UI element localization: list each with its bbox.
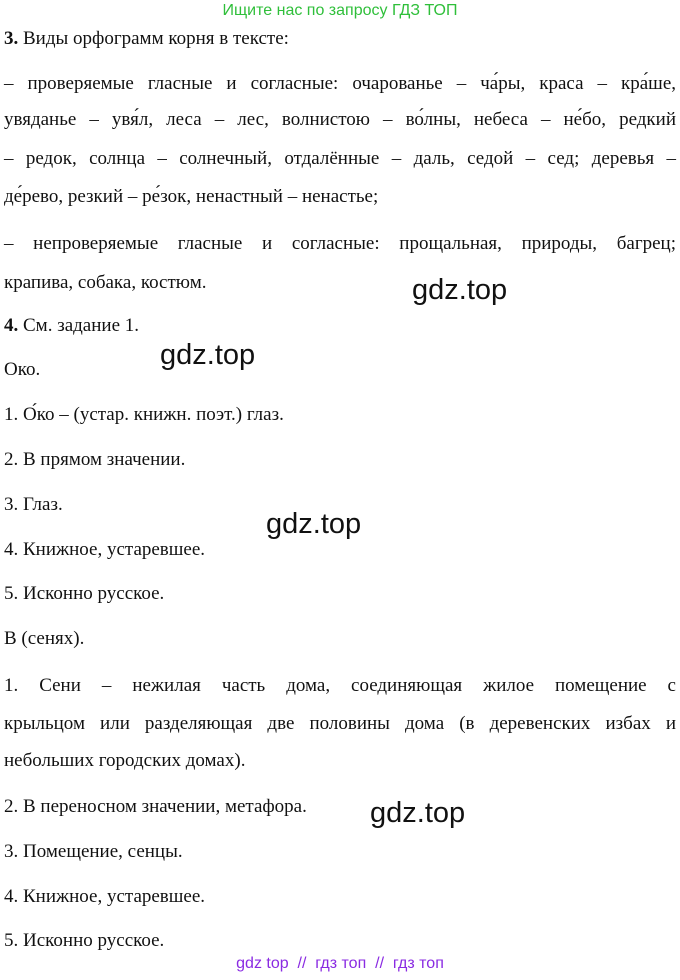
watermark-1: gdz.top	[412, 274, 508, 306]
seni-item-1-line-1: 1. Сени – нежилая часть дома, соединяющая жилое помещение с	[4, 675, 676, 696]
watermark-4: gdz.top	[370, 797, 466, 829]
oko-item-2: 2. В прямом значении.	[4, 449, 186, 470]
seni-item-1-line-3: небольших городских домах).	[4, 750, 246, 771]
task3-line-5: – непроверяемые гласные и согласные: прощальная, природы, багрец;	[4, 233, 676, 254]
top-banner[interactable]: Ищите нас по запросу ГДЗ ТОП	[222, 2, 458, 19]
word-oko: Око.	[4, 359, 41, 380]
task3-heading	[4, 27, 289, 51]
footer-text[interactable]: gdz top // гдз топ // гдз топ	[236, 955, 444, 972]
oko-item-1: 1. О́ко – (устар. книжн. поэт.) глаз.	[4, 404, 284, 425]
seni-item-5: 5. Исконно русское.	[4, 930, 165, 951]
task3-line-1: – проверяемые гласные и согласные: очарованье – ча́ры, краса – кра́ше,	[4, 73, 676, 94]
task3-number: 3.	[4, 28, 19, 49]
task3-line-6: крапива, собака, костюм.	[4, 272, 207, 293]
seni-item-3: 3. Помещение, сенцы.	[4, 841, 183, 862]
seni-item-2: 2. В переносном значении, метафора.	[4, 796, 307, 817]
task4-heading-text: См. задание 1.	[18, 315, 140, 336]
task3-line-2: увяданье – увя́л, леса – лес, волнистою – во́лны, небеса – не́бо, редкий	[4, 109, 676, 130]
task4-heading	[4, 314, 139, 338]
watermark-2: gdz.top	[160, 339, 256, 371]
task4-number: 4.	[4, 315, 19, 336]
oko-item-5: 5. Исконно русское.	[4, 583, 165, 604]
watermark-3: gdz.top	[266, 508, 362, 540]
task3-line-4: де́рево, резкий – ре́зок, ненастный – ненастье;	[4, 186, 379, 207]
footer-links[interactable]	[0, 955, 680, 973]
oko-item-3: 3. Глаз.	[4, 494, 63, 515]
seni-item-1-line-2: крыльцом или разделяющая две половины дома (в деревенских избах и	[4, 713, 676, 734]
seni-item-4: 4. Книжное, устаревшее.	[4, 886, 206, 907]
task3-heading-text: Виды орфограмм корня в тексте:	[18, 28, 289, 49]
word-seni: В (сенях).	[4, 628, 85, 649]
task3-line-3: – редок, солнца – солнечный, отдалённые – даль, седой – сед; деревья –	[4, 148, 676, 169]
oko-item-4: 4. Книжное, устаревшее.	[4, 539, 206, 560]
